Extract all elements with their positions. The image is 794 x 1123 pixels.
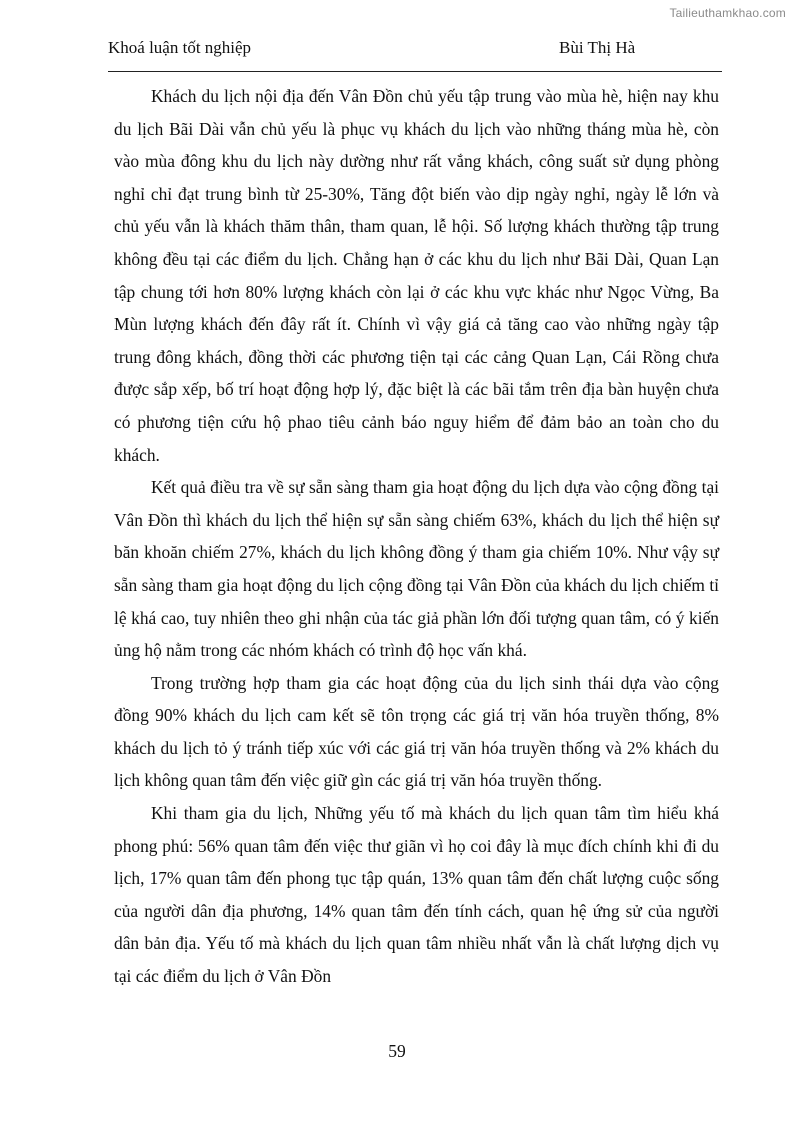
page-number: 59 [388, 1041, 406, 1061]
header-author-name: Bùi Thị Hà [559, 38, 636, 57]
document-body [114, 80, 719, 993]
paragraph-domestic-tourists: Khách du lịch nội địa đến Vân Đồn chủ yếu tập trung vào mùa hè, hiện nay khu du lịch Bãi Dài vẫn chủ yếu là phục vụ khách du lịch vào những tháng mùa hè, còn vào mùa đông khu du lịch này dường như rất vắng khách, công suất sử dụng phòng nghỉ chỉ đạt trung bình từ 25-30%, Tăng đột biến vào dịp ngày nghỉ, ngày lễ lớn và chủ yếu vẫn là khách thăm thân, tham quan, lễ hội. Số lượng khách thường tập trung không đều tại các điểm du lịch. Chẳng hạn ở các khu du lịch như Bãi Dài, Quan Lạn tập chung tới hơn 80% lượng khách còn lại ở các khu vực khác như Ngọc Vừng, Ba Mùn lượng khách đến đây rất ít. Chính vì vậy giá cả tăng cao vào những ngày tập trung đông khách, đồng thời các phương tiện tại các cảng Quan Lạn, Cái Rồng chưa được sắp xếp, bố trí hoạt động hợp lý, đặc biệt là các bãi tắm trên địa bàn huyện chưa có phương tiện cứu hộ phao tiêu cảnh báo nguy hiểm để đảm bảo an toàn cho du khách. [114, 86, 719, 465]
watermark-text: Tailieuthamkhao.com [669, 6, 786, 20]
header-divider [108, 71, 722, 72]
paragraph-cultural-values: Trong trường hợp tham gia các hoạt động của du lịch sinh thái dựa vào cộng đồng 90% khách du lịch cam kết sẽ tôn trọng các giá trị văn hóa truyền thống, 8% khách du lịch tỏ ý tránh tiếp xúc với các giá trị văn hóa truyền thống và 2% khách du lịch không quan tâm đến việc giữ gìn các giá trị văn hóa truyền thống. [114, 672, 719, 791]
paragraph-interest-factors: Khi tham gia du lịch, Những yếu tố mà khách du lịch quan tâm tìm hiểu khá phong phú: 56% quan tâm đến việc thư giãn vì họ coi đây là mục đích chính khi đi du lịch, 17% quan tâm đến phong tục tập quán, 13% quan tâm đến chất lượng cuộc sống của người dân địa phương, 14% quan tâm đến tính cách, quan hệ ứng sử của người dân bản địa. Yếu tố mà khách du lịch quan tâm nhiều nhất vẫn là chất lượng dịch vụ tại các điểm du lịch ở Vân Đồn [114, 803, 719, 987]
paragraph-survey-readiness: Kết quả điều tra về sự sẵn sàng tham gia hoạt động du lịch dựa vào cộng đồng tại Vân Đồn thì khách du lịch thể hiện sự sẵn sàng chiếm 63%, khách du lịch thể hiện sự băn khoăn chiếm 27%, khách du lịch không đồng ý tham gia chiếm 10%. Như vậy sự sẵn sàng tham gia hoạt động du lịch cộng đồng tại Vân Đồn của khách du lịch chiếm tỉ lệ khá cao, tuy nhiên theo ghi nhận của tác giả phần lớn đối tượng quan tâm, có ý kiến ủng hộ nằm trong các nhóm khách có trình độ học vấn khá. [114, 477, 719, 661]
header-thesis-title: Khoá luận tốt nghiệp [108, 38, 252, 57]
page-header [108, 38, 720, 66]
